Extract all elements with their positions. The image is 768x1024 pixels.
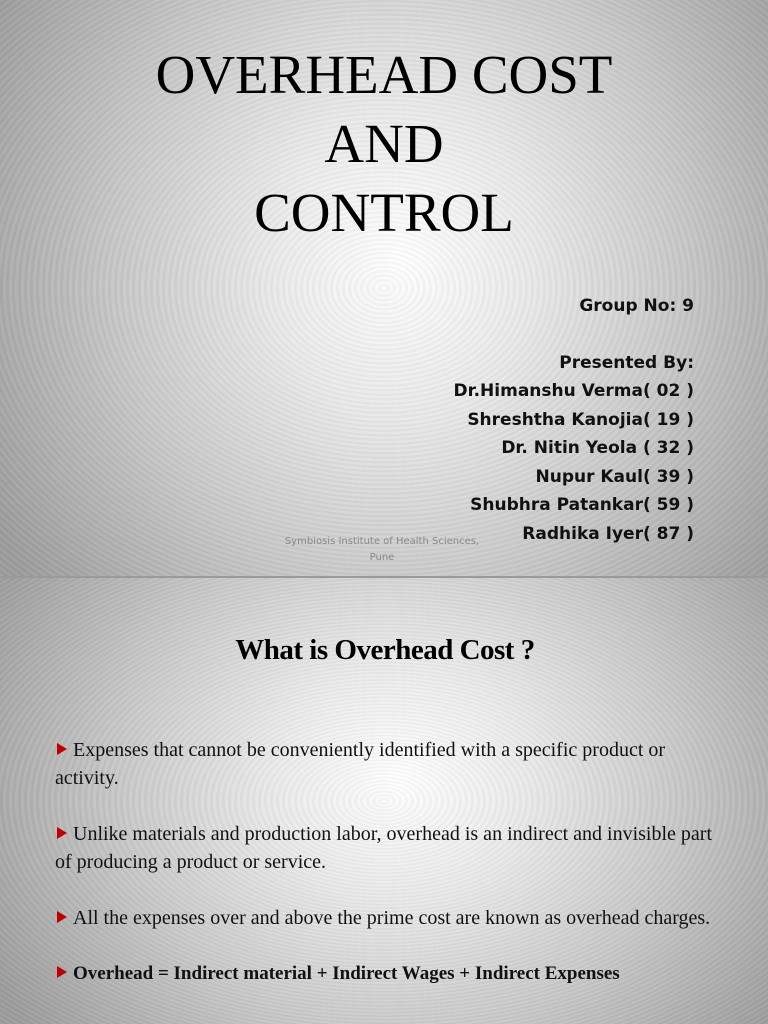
- bullet-item: [55, 904, 715, 932]
- slide-title-heading: [0, 40, 768, 247]
- presenter-name: Shreshtha Kanojia( 19 ): [467, 409, 694, 430]
- presenter-name: Dr.Himanshu Verma( 02 ): [453, 381, 694, 401]
- title-line: AND: [324, 113, 444, 174]
- group-number: Group No: 9: [579, 296, 694, 316]
- bullet-item: [55, 820, 715, 876]
- presenter-name: Dr. Nitin Yeola ( 32 ): [501, 438, 694, 458]
- bullet-item-formula: [55, 960, 715, 988]
- presenters-block: [294, 292, 694, 548]
- slide-heading: What is Overhead Cost ?: [235, 634, 535, 666]
- bullet-text: Overhead = Indirect material + Indirect Wages + Indirect Expenses: [73, 963, 620, 984]
- presenter-name: Radhika Iyer( 87 ): [522, 523, 694, 544]
- red-arrow-bullet-icon: [57, 827, 67, 839]
- institute-footer: [262, 534, 502, 566]
- bullet-list: [55, 736, 715, 1016]
- bullet-text: All the expenses over and above the prime cost are known as overhead charges.: [73, 907, 711, 929]
- title-line: CONTROL: [254, 182, 514, 243]
- footer-line: Symbiosis Institute of Health Sciences,: [284, 536, 480, 547]
- red-arrow-bullet-icon: [57, 911, 67, 923]
- bullet-text: Expenses that cannot be conveniently identified with a specific product or activity.: [55, 739, 666, 789]
- footer-line: Pune: [369, 552, 395, 563]
- red-arrow-bullet-icon: [57, 966, 67, 978]
- slide-definition: [0, 578, 768, 1024]
- title-line: OVERHEAD COST: [155, 44, 613, 105]
- bullet-text: Unlike materials and production labor, overhead is an indirect and invisible part of producing a product or service.: [55, 823, 713, 873]
- bullet-item: [55, 736, 715, 792]
- red-arrow-bullet-icon: [57, 743, 67, 755]
- presenter-name: Shubhra Patankar( 59 ): [470, 495, 694, 515]
- presented-by-label: Presented By:: [559, 352, 694, 373]
- presenter-name: Nupur Kaul( 39 ): [535, 466, 694, 487]
